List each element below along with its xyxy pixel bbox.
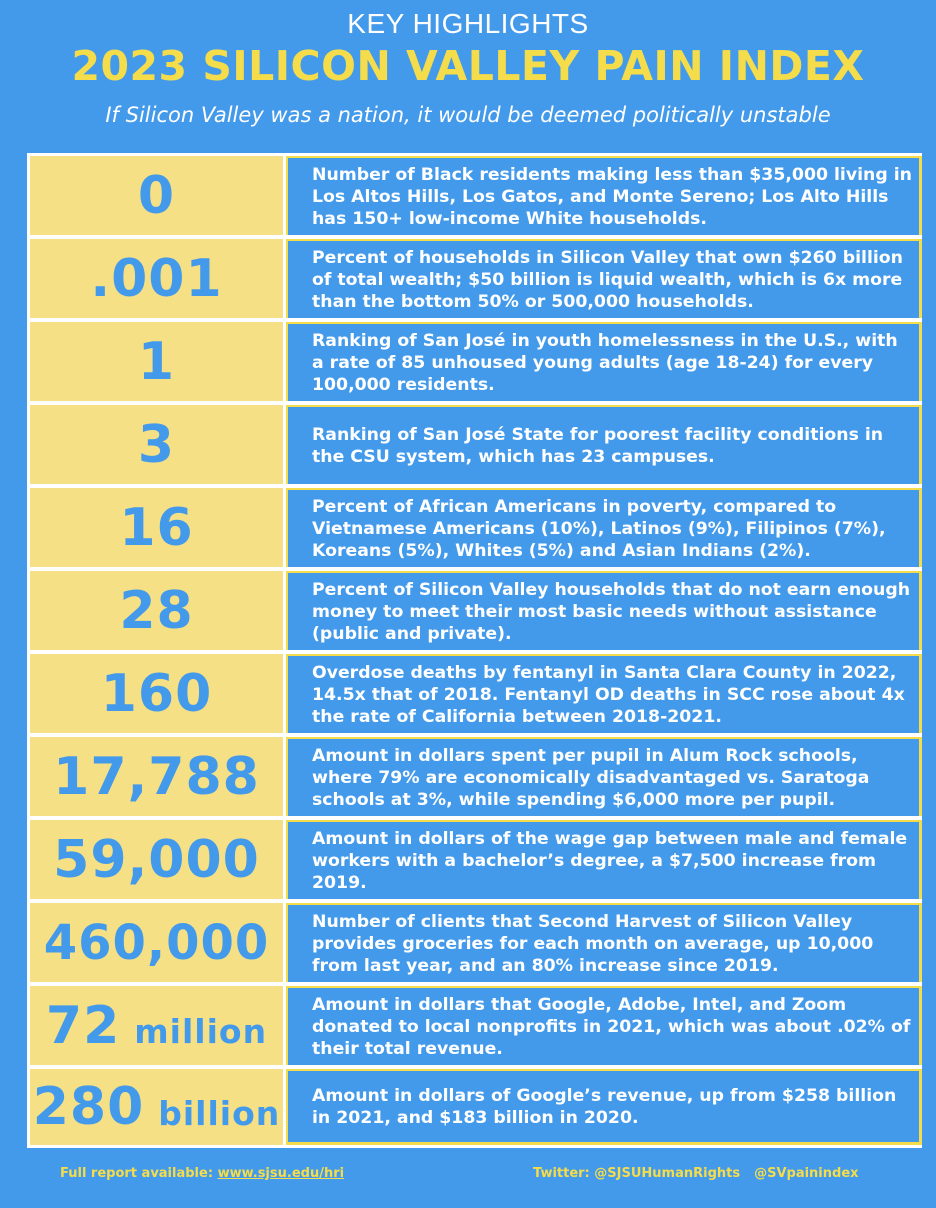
stat-value [27,1069,286,1145]
table-row [27,1065,922,1148]
stat-description: Amount in dollars that Google, Adobe, Intel, and Zoom donated to local nonprofits in 2021, which was about .02% of their total revenue. [286,986,922,1065]
stat-description: Amount in dollars of Google’s revenue, up from $258 billion in 2021, and $183 billion in 2020. [286,1069,922,1145]
table-row [27,650,922,733]
page-title: 2023 SILICON VALLEY PAIN INDEX [71,42,865,90]
stat-description: Percent of households in Silicon Valley that own $260 billion of total wealth; $50 billion is liquid wealth, which is 6x more than the bottom 50% or 500,000 households. [286,239,922,318]
stat-value [27,239,286,318]
stat-value [27,322,286,401]
stat-description: Ranking of San José State for poorest facility conditions in the CSU system, which has 23 campuses. [286,405,922,484]
stat-value [27,903,286,982]
stat-number: 460,000 [43,914,270,971]
stat-number: 3 [137,414,176,475]
table-row [27,235,922,318]
table-row [27,733,922,816]
table-row [27,816,922,899]
stat-description: Overdose deaths by fentanyl in Santa Clara County in 2022, 14.5x that of 2018. Fentanyl OD deaths in SCC rose about 4x the rate of California between 2018-2021. [286,654,922,733]
stat-unit: million [134,1012,268,1051]
stat-number: 28 [119,580,194,641]
stat-number: 1 [137,331,176,392]
twitter-handle-hri: Twitter: @SJSUHumanRights [533,1166,741,1181]
table-row [27,982,922,1065]
stat-number: 59,000 [53,829,260,890]
table-row [27,318,922,401]
stat-number: .001 [90,248,223,309]
stat-description: Amount in dollars spent per pupil in Alum Rock schools, where 79% are economically disadvantaged vs. Saratoga schools at 3%, while spending $6,000 more per pupil. [286,737,922,816]
stat-number: 280 [32,1077,145,1137]
report-link[interactable]: www.sjsu.edu/hri [217,1166,345,1181]
kicker-heading: KEY HIGHLIGHTS [347,8,589,39]
stat-description: Ranking of San José in youth homelessness in the U.S., with a rate of 85 unhoused young adults (age 18-24) for every 100,000 residents. [286,322,922,401]
stat-unit: billion [158,1093,281,1133]
stat-description: Amount in dollars of the wage gap between male and female workers with a bachelor’s degree, a $7,500 increase from 2019. [286,820,922,899]
stat-value [27,820,286,899]
table-row [27,567,922,650]
social-handles [533,1166,859,1181]
report-label: Full report available: [60,1166,218,1181]
stat-value [27,405,286,484]
stat-value [27,488,286,567]
table-row [27,484,922,567]
stat-description: Percent of African Americans in poverty, compared to Vietnamese Americans (10%), Latinos (9%), Filipinos (7%), Koreans (5%), Whites (5%) and Asian Indians (2%). [286,488,922,567]
report-note [60,1166,344,1181]
stat-value [27,654,286,733]
stat-value [27,737,286,816]
table-row [27,401,922,484]
stat-description: Number of Black residents making less than $35,000 living in Los Altos Hills, Los Gatos, and Monte Sereno; Los Alto Hills has 150+ low-income White households. [286,156,922,235]
stat-description: Number of clients that Second Harvest of Silicon Valley provides groceries for each month on average, up 10,000 from last year, and an 80% increase since 2019. [286,903,922,982]
twitter-handle-painindex: @SVpainindex [754,1166,859,1181]
subtitle: If Silicon Valley was a nation, it would be deemed politically unstable [105,103,831,127]
stat-value [27,156,286,235]
highlights-table [27,153,922,1148]
stat-value [27,986,286,1065]
stat-number: 17,788 [53,746,260,807]
stat-number: 160 [100,663,213,724]
stat-number: 16 [119,497,194,558]
table-row [27,899,922,982]
stat-value [27,571,286,650]
stat-number: 0 [137,165,176,226]
stat-number: 72 [45,995,121,1056]
stat-description: Percent of Silicon Valley households that do not earn enough money to meet their most basic needs without assistance (public and private). [286,571,922,650]
table-row [27,153,922,235]
